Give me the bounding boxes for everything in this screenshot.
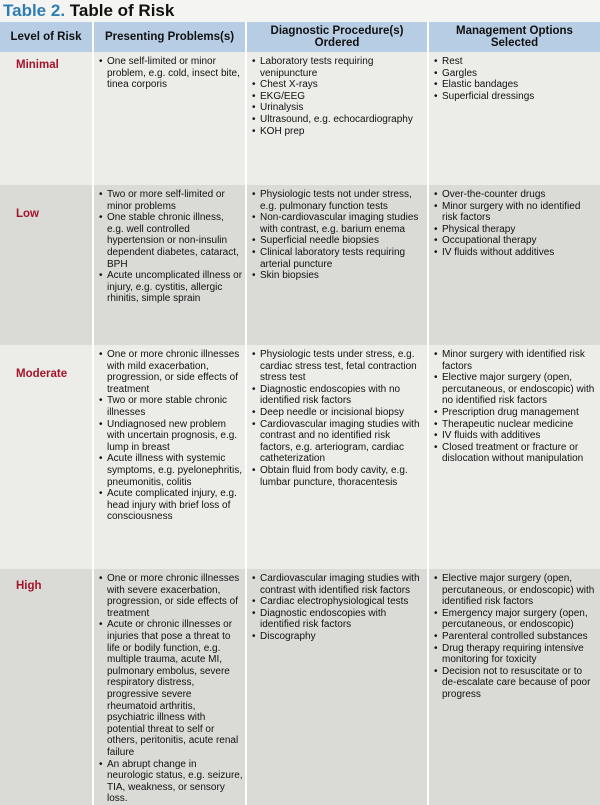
- risk-level: High: [0, 569, 93, 805]
- list-item: • Acute uncomplicated illness or injury, e.g. cystitis, allergic rhinitis, simple sprain: [107, 270, 243, 305]
- list-item: • Non-cardiovascular imaging studies with contrast, e.g. barium enema: [260, 212, 425, 235]
- table-row: [0, 569, 600, 805]
- list-item: • Prescription drug management: [442, 407, 598, 419]
- list-item: • One or more chronic illnesses with severe exacerbation, progression, or side effects of treatment: [107, 573, 243, 619]
- list-item: • Discography: [260, 631, 425, 643]
- diagnostics-cell: [246, 185, 428, 345]
- list-item: • Physical therapy: [442, 224, 598, 236]
- list-item: • Undiagnosed new problem with uncertain prognosis, e.g. lump in breast: [107, 419, 243, 454]
- list-item: • EKG/EEG: [260, 91, 425, 103]
- list-item: • Rest: [442, 56, 598, 68]
- list-item: • Cardiac electrophysiological tests: [260, 596, 425, 608]
- list-item: • Two or more stable chronic illnesses: [107, 395, 243, 418]
- diagnostics-cell: [246, 569, 428, 805]
- header-diagnostics: Diagnostic Procedure(s) Ordered: [246, 22, 428, 52]
- list-item: • Elastic bandages: [442, 79, 598, 91]
- list-item: • Acute complicated injury, e.g. head injury with brief loss of consciousness: [107, 488, 243, 523]
- list-item: • Emergency major surgery (open, percutaneous, or endoscopic): [442, 608, 598, 631]
- list-item: • Urinalysis: [260, 102, 425, 114]
- list-item: • Parenteral controlled substances: [442, 631, 598, 643]
- list-item: • Superficial dressings: [442, 91, 598, 103]
- list-item: • Occupational therapy: [442, 235, 598, 247]
- list-item: • Deep needle or incisional biopsy: [260, 407, 425, 419]
- list-item: • Clinical laboratory tests requiring arterial puncture: [260, 247, 425, 270]
- list-item: • Laboratory tests requiring venipuncture: [260, 56, 425, 79]
- list-item: • An abrupt change in neurologic status, e.g. seizure, TIA, weakness, or sensory loss.: [107, 759, 243, 805]
- header-row: [0, 22, 600, 52]
- list-item: • One or more chronic illnesses with mild exacerbation, progression, or side effects of treatment: [107, 349, 243, 395]
- list-item: • Closed treatment or fracture or dislocation without manipulation: [442, 442, 598, 465]
- management-cell: [428, 569, 600, 805]
- problems-cell: [93, 52, 246, 185]
- list-item: • Superficial needle biopsies: [260, 235, 425, 247]
- management-cell: [428, 185, 600, 345]
- list-item: • Physiologic tests not under stress, e.g. pulmonary function tests: [260, 189, 425, 212]
- table-title-text: Table of Risk: [69, 1, 175, 20]
- list-item: • One stable chronic illness, e.g. well controlled hypertension or non-insulin dependent diabetes, cataract, BPH: [107, 212, 243, 270]
- table-row: [0, 345, 600, 569]
- list-item: • One self-limited or minor problem, e.g. cold, insect bite, tinea corporis: [107, 56, 243, 91]
- list-item: • Cardiovascular imaging studies with contrast and no identified risk factors, e.g. arteriogram, cardiac catheterization: [260, 419, 425, 465]
- list-item: • Therapeutic nuclear medicine: [442, 419, 598, 431]
- risk-table: [0, 22, 600, 805]
- list-item: • Decision not to resuscitate or to de-escalate care because of poor progress: [442, 666, 598, 701]
- list-item: • Acute or chronic illnesses or injuries that pose a threat to life or bodily function, e.g. multiple trauma, acute MI, pulmonary embolus, severe respiratory distress, progressive severe rheumatoid arthritis, psychiatric illness with potential threat to self or others, peritonitis, acute renal failure: [107, 619, 243, 758]
- table-row: [0, 52, 600, 185]
- problems-cell: [93, 569, 246, 805]
- header-management: Management Options Selected: [428, 22, 600, 52]
- risk-level: Moderate: [0, 345, 93, 569]
- list-item: • Physiologic tests under stress, e.g. cardiac stress test, fetal contraction stress test: [260, 349, 425, 384]
- risk-level: Low: [0, 185, 93, 345]
- list-item: • Obtain fluid from body cavity, e.g. lumbar puncture, thoracentesis: [260, 465, 425, 488]
- header-problems: Presenting Problems(s): [93, 22, 246, 52]
- list-item: • Over-the-counter drugs: [442, 189, 598, 201]
- list-item: • Minor surgery with identified risk factors: [442, 349, 598, 372]
- list-item: • Two or more self-limited or minor problems: [107, 189, 243, 212]
- list-item: • Elective major surgery (open, percutaneous, or endoscopic) with identified risk factors: [442, 573, 598, 608]
- table-title: [0, 0, 600, 22]
- list-item: • IV fluids without additives: [442, 247, 598, 259]
- list-item: • Ultrasound, e.g. echocardiography: [260, 114, 425, 126]
- list-item: • IV fluids with additives: [442, 430, 598, 442]
- list-item: • Elective major surgery (open, percutaneous, or endoscopic) with no identified risk factors: [442, 372, 598, 407]
- risk-level: Minimal: [0, 52, 93, 185]
- table-number: Table 2.: [3, 1, 66, 20]
- management-cell: [428, 345, 600, 569]
- management-cell: [428, 52, 600, 185]
- problems-cell: [93, 345, 246, 569]
- list-item: • Diagnostic endoscopies with no identified risk factors: [260, 384, 425, 407]
- list-item: • Skin biopsies: [260, 270, 425, 282]
- list-item: • Minor surgery with no identified risk factors: [442, 201, 598, 224]
- list-item: • Cardiovascular imaging studies with contrast with identified risk factors: [260, 573, 425, 596]
- header-level: Level of Risk: [0, 22, 93, 52]
- diagnostics-cell: [246, 345, 428, 569]
- list-item: • KOH prep: [260, 126, 425, 138]
- list-item: • Drug therapy requiring intensive monitoring for toxicity: [442, 643, 598, 666]
- diagnostics-cell: [246, 52, 428, 185]
- list-item: • Acute illness with systemic symptoms, e.g. pyelonephritis, pneumonitis, colitis: [107, 453, 243, 488]
- problems-cell: [93, 185, 246, 345]
- table-row: [0, 185, 600, 345]
- list-item: • Chest X-rays: [260, 79, 425, 91]
- list-item: • Diagnostic endoscopies with identified risk factors: [260, 608, 425, 631]
- list-item: • Gargles: [442, 68, 598, 80]
